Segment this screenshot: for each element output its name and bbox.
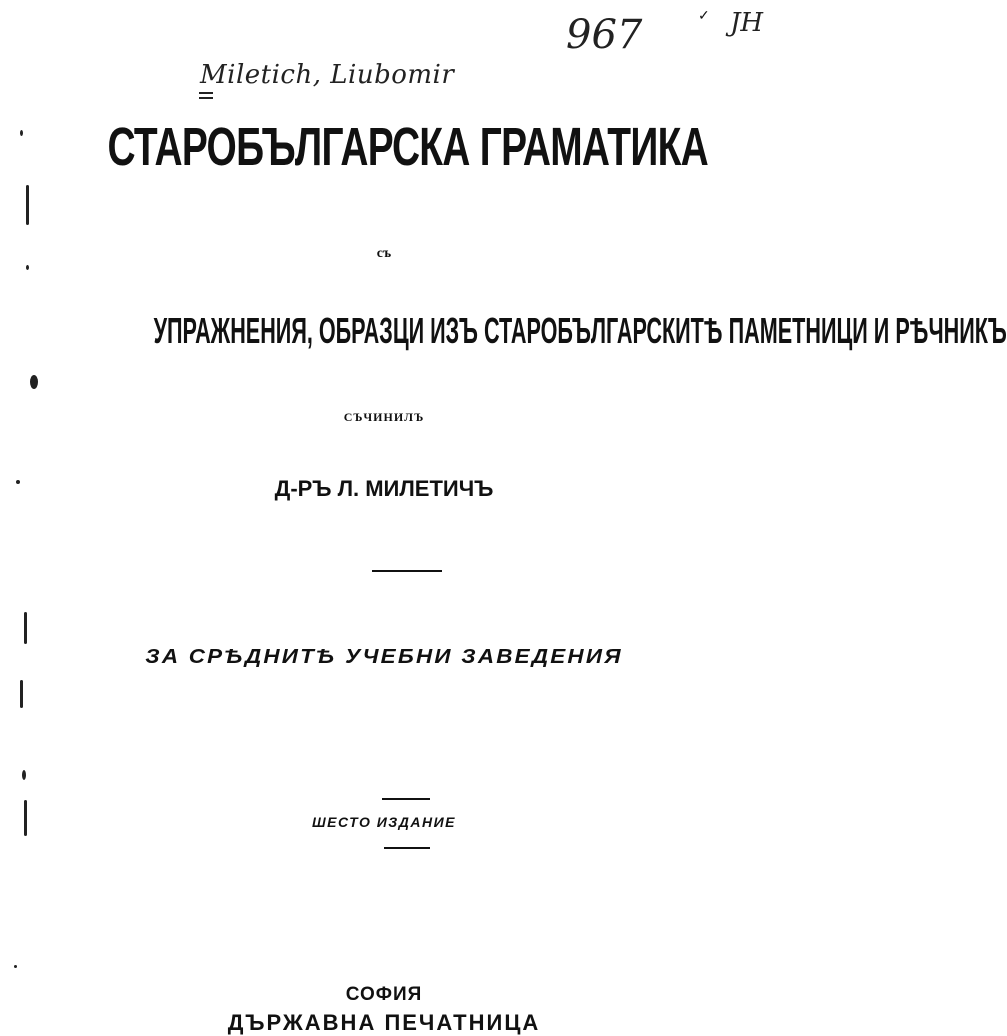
audience-line: ЗА СРѢДНИТѢ УЧЕБНИ ЗАВЕДЕНИЯ (145, 646, 623, 668)
publication-city: СОФИЯ (345, 984, 423, 1005)
handwritten-shelf-mark: 967 (566, 12, 643, 58)
scan-speck (24, 800, 27, 836)
scan-speck (16, 480, 20, 484)
printer-name: ДЪРЖАВНА ПЕЧАТНИЦА (227, 1010, 541, 1035)
book-subtitle: УПРАЖНЕНИЯ, ОБРАЗЦИ ИЗЪ СТАРОБЪЛГАРСКИТѢ ПАМЕТНИЦИ И РѢЧНИКЪ (153, 310, 1007, 351)
scan-speck (26, 265, 29, 270)
scan-speck (24, 612, 27, 644)
edition-label: ШЕСТО ИЗДАНИЕ (311, 814, 457, 830)
tick-mark-icon: ✓ (698, 9, 710, 24)
scan-speck (20, 680, 23, 708)
author-name: Д-РЪ Л. МИЛЕТИЧЪ (274, 476, 494, 501)
scan-speck (14, 965, 17, 968)
connector-word: съ (376, 246, 392, 261)
composed-by-label: СЪЧИНИЛЪ (343, 410, 425, 424)
scan-speck (26, 185, 29, 225)
handwritten-underline (199, 92, 213, 94)
handwritten-corner-mark: JH (730, 8, 764, 38)
scan-speck (30, 375, 38, 389)
scan-speck (20, 130, 23, 136)
book-title: СТАРОБЪЛГАРСКА ГРАМАТИКА (107, 117, 708, 177)
divider-rule (372, 570, 442, 572)
divider-rule (384, 847, 430, 849)
handwritten-author-note: Miletich, Liubomir (200, 60, 455, 90)
divider-rule (382, 798, 430, 800)
scan-speck (22, 770, 26, 780)
handwritten-underline (199, 97, 213, 99)
